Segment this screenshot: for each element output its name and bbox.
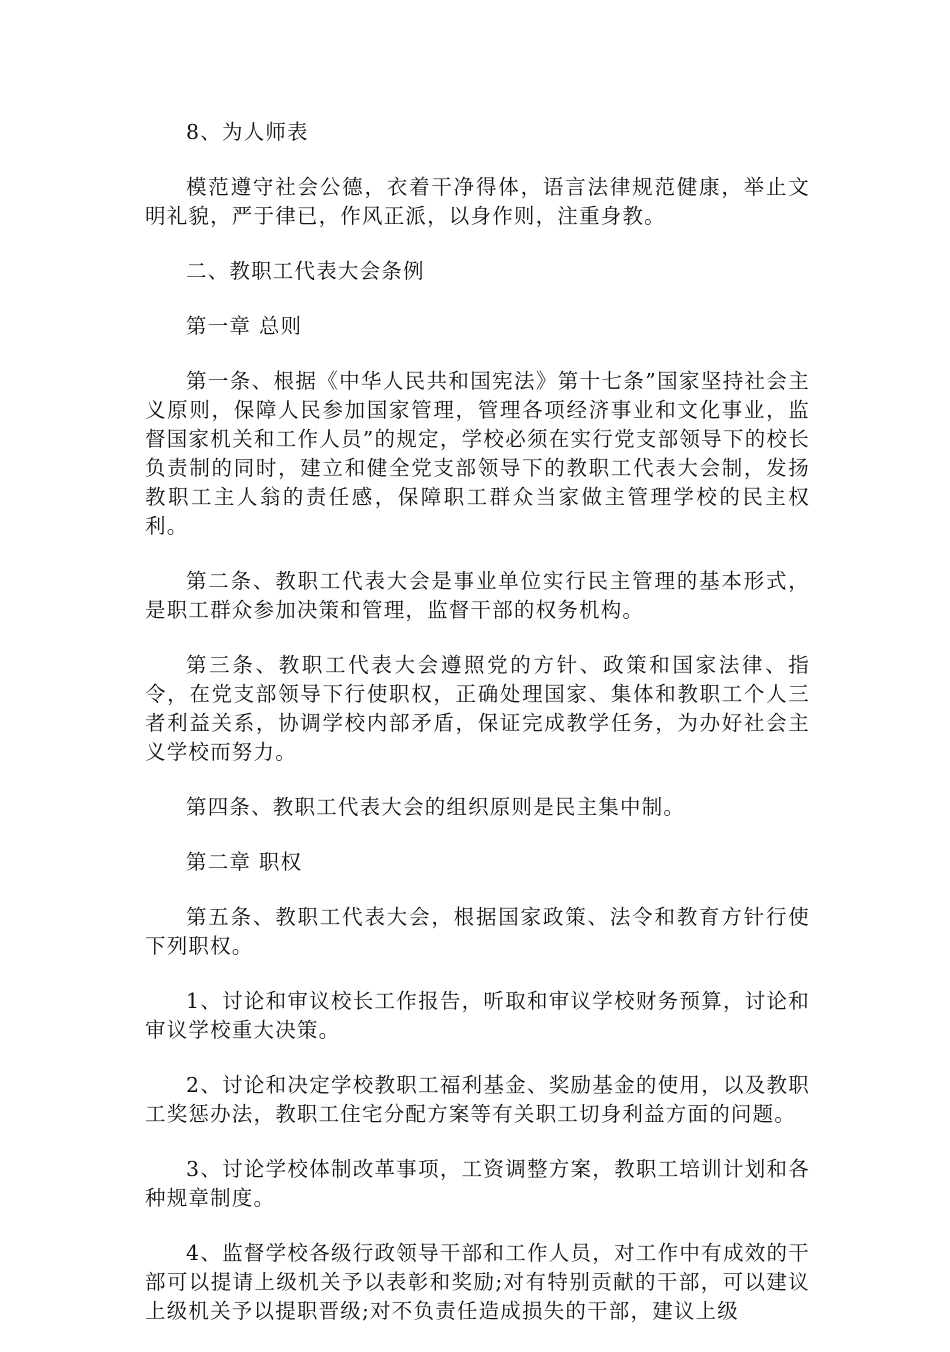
power-item-4: 4、监督学校各级行政领导干部和工作人员，对工作中有成效的干部可以提请上级机关予以表彰和奖励;对有特别贡献的干部，可以建议上级机关予以提职晋级;对不负责任造成损失的干部，建议上级	[145, 1241, 810, 1323]
article-3: 第三条、教职工代表大会遵照党的方针、政策和国家法律、指令，在党支部领导下行使职权，正确处理国家、集体和教职工个人三者利益关系，协调学校内部矛盾，保证完成教学任务，为办好社会主义学校而努力。	[145, 653, 810, 764]
section-heading-congress-regulations: 二、教职工代表大会条例	[186, 259, 425, 283]
article-5: 第五条、教职工代表大会，根据国家政策、法令和教育方针行使下列职权。	[145, 905, 810, 958]
chapter-heading-powers: 第二章 职权	[186, 850, 303, 874]
paragraph-social-morality: 模范遵守社会公德，衣着干净得体，语言法律规范健康，举止文明礼貌，严于律已，作风正派，以身作则，注重身教。	[145, 175, 810, 228]
power-item-2: 2、讨论和决定学校教职工福利基金、奖励基金的使用，以及教职工奖惩办法，教职工住宅分配方案等有关职工切身利益方面的问题。	[145, 1073, 810, 1126]
power-item-1: 1、讨论和审议校长工作报告，听取和审议学校财务预算，讨论和审议学校重大决策。	[145, 989, 810, 1042]
article-1: 第一条、根据《中华人民共和国宪法》第十七条”国家坚持社会主义原则，保障人民参加国家管理，管理各项经济事业和文化事业，监督国家机关和工作人员”的规定，学校必须在实行党支部领导下的校长负责制的同时，建立和健全党支部领导下的教职工代表大会制，发扬教职工主人翁的责任感，保障职工群众当家做主管理学校的民主权利。	[145, 369, 810, 538]
paragraph-role-model: 8、为人师表	[186, 120, 309, 144]
chapter-heading-general-provisions: 第一章 总则	[186, 314, 303, 338]
article-2: 第二条、教职工代表大会是事业单位实行民主管理的基本形式，是职工群众参加决策和管理，监督干部的权务机构。	[145, 569, 810, 622]
article-4: 第四条、教职工代表大会的组织原则是民主集中制。	[186, 795, 686, 819]
power-item-3: 3、讨论学校体制改革事项，工资调整方案，教职工培训计划和各种规章制度。	[145, 1157, 810, 1210]
document-body	[145, 118, 810, 1352]
